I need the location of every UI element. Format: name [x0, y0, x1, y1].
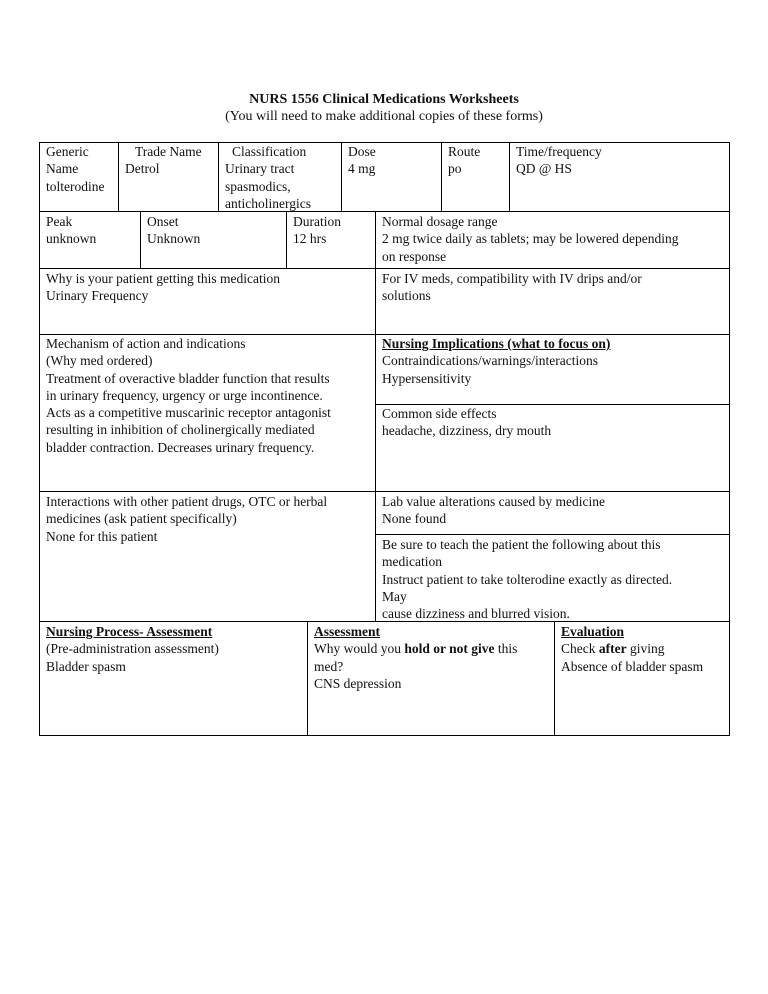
- classification-cell: [219, 143, 341, 212]
- duration-value: 12 hrs: [293, 231, 327, 247]
- route-label: Route: [448, 144, 481, 159]
- why-label: Why is your patient getting this medication: [46, 271, 280, 286]
- assessment-question-b: this: [494, 641, 518, 657]
- interactions-label-2: medicines (ask patient specifically): [46, 511, 237, 527]
- assessment-question-a: Why would you: [314, 641, 405, 657]
- nursing-implications-line-1: Contraindications/warnings/interactions: [382, 353, 598, 369]
- normal-range-label: Normal dosage range: [382, 214, 498, 229]
- duration-label: Duration: [293, 214, 341, 229]
- mechanism-line: Acts as a competitive muscarinic receptor antagonist: [46, 405, 331, 421]
- mechanism-cell: [40, 335, 375, 456]
- teach-line-1: Instruct patient to take tolterodine exactly as directed.: [382, 571, 673, 587]
- route-value: po: [448, 161, 462, 177]
- nursing-implications-heading: Nursing Implications (what to focus on): [382, 336, 611, 351]
- trade-value: Detrol: [125, 161, 160, 177]
- onset-value: Unknown: [147, 231, 201, 247]
- lab-label: Lab value alterations caused by medicine: [382, 494, 606, 509]
- assessment-question: [314, 640, 554, 657]
- interactions-cell: [40, 493, 375, 545]
- onset-label: Onset: [147, 214, 179, 229]
- nursing-process-heading: Nursing Process- Assessment: [46, 624, 213, 639]
- dose-value: 4 mg: [348, 161, 376, 177]
- evaluation-check: [561, 640, 728, 657]
- evaluation-cell: [555, 623, 728, 675]
- generic-name-cell: [40, 143, 118, 195]
- why-value: Urinary Frequency: [46, 288, 149, 304]
- evaluation-value: Absence of bladder spasm: [561, 658, 704, 674]
- interactions-value: None for this patient: [46, 528, 158, 544]
- teach-cell: [376, 536, 728, 622]
- peak-label: Peak: [46, 214, 73, 229]
- row-divider: [39, 491, 730, 492]
- route-cell: [442, 143, 509, 178]
- duration-cell: [287, 213, 375, 248]
- page-title: NURS 1556 Clinical Medications Worksheets: [249, 92, 519, 107]
- nursing-implications-line-2: Hypersensitivity: [382, 370, 472, 386]
- mechanism-label-2: (Why med ordered): [46, 353, 153, 369]
- iv-label-2: solutions: [382, 288, 431, 304]
- assessment-question-c: med?: [314, 658, 344, 674]
- lab-values-cell: [376, 493, 728, 528]
- assessment-heading: Assessment: [314, 624, 380, 639]
- iv-compatibility-cell: [376, 270, 728, 305]
- lab-value: None found: [382, 511, 447, 527]
- side-effects-value: headache, dizziness, dry mouth: [382, 423, 552, 439]
- evaluation-check-c: giving: [626, 641, 665, 657]
- iv-label-1: For IV meds, compatibility with IV drips and/or: [382, 271, 642, 286]
- pre-administration-value: Bladder spasm: [46, 658, 126, 674]
- side-effects-label: Common side effects: [382, 406, 497, 421]
- trade-label: Trade Name: [135, 144, 202, 159]
- classification-value-1: Urinary tract: [225, 161, 295, 177]
- time-value: QD @ HS: [516, 161, 572, 177]
- evaluation-check-a: Check: [561, 641, 599, 657]
- mechanism-line: resulting in inhibition of cholinergically mediated: [46, 422, 315, 438]
- normal-range-value-1: 2 mg twice daily as tablets; may be lowered depending: [382, 231, 679, 247]
- nursing-process-assessment-cell: [40, 623, 307, 675]
- teach-label-1: Be sure to teach the patient the following about this: [382, 537, 661, 552]
- normal-range-value-2: on response: [382, 248, 447, 264]
- onset-cell: [141, 213, 286, 248]
- assessment-cell: [308, 623, 554, 692]
- side-effects-cell: [376, 405, 728, 440]
- classification-label: Classification: [232, 144, 307, 159]
- trade-name-cell: [119, 143, 218, 178]
- peak-value: unknown: [46, 231, 97, 247]
- classification-value-2: spasmodics,: [225, 178, 291, 194]
- mechanism-label-1: Mechanism of action and indications: [46, 336, 246, 351]
- page-subtitle: (You will need to make additional copies of these forms): [225, 109, 543, 124]
- mechanism-line: in urinary frequency, urgency or urge incontinence.: [46, 387, 323, 403]
- mechanism-line: Treatment of overactive bladder function that results: [46, 370, 330, 386]
- mechanism-line: bladder contraction. Decreases urinary frequency.: [46, 439, 315, 455]
- row-divider: [375, 534, 730, 535]
- time-frequency-cell: [510, 143, 728, 178]
- evaluation-check-bold: after: [598, 641, 627, 657]
- teach-label-2: medication: [382, 554, 442, 570]
- row-divider: [39, 211, 730, 212]
- row-divider: [39, 268, 730, 269]
- generic-label: Generic: [46, 144, 89, 159]
- classification-value-3: anticholinergics: [225, 195, 311, 211]
- why-cell: [40, 270, 375, 305]
- pre-administration-label: (Pre-administration assessment): [46, 641, 219, 657]
- evaluation-heading: Evaluation: [561, 624, 625, 639]
- assessment-question-bold: hold or not give: [404, 641, 495, 657]
- assessment-value: CNS depression: [314, 675, 402, 691]
- interactions-label-1: Interactions with other patient drugs, OTC or herbal: [46, 494, 328, 509]
- teach-line-2: May: [382, 588, 407, 604]
- generic-value: tolterodine: [46, 178, 105, 194]
- dose-cell: [342, 143, 441, 178]
- nursing-implications-cell: [376, 335, 728, 387]
- time-label: Time/frequency: [516, 144, 602, 159]
- generic-label-2: Name: [46, 161, 79, 177]
- dose-label: Dose: [348, 144, 376, 159]
- teach-line-3: cause dizziness and blurred vision.: [382, 606, 570, 622]
- peak-cell: [40, 213, 140, 248]
- normal-dosage-range-cell: [376, 213, 728, 265]
